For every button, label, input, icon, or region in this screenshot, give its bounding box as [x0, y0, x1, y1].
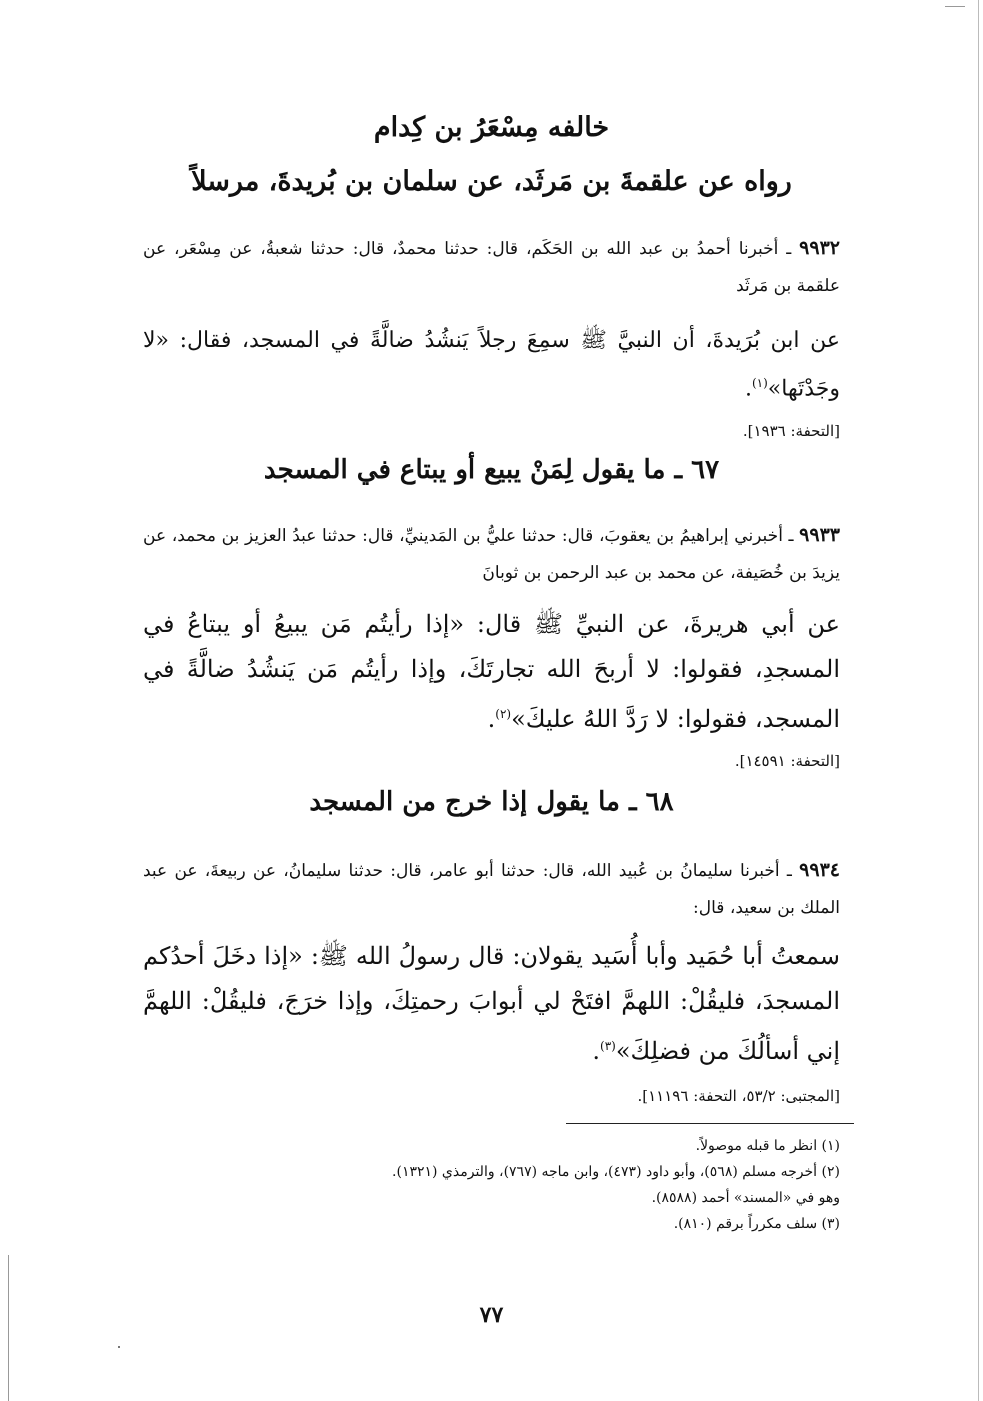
hadith-9933-matn: عن أبي هريرةَ، عن النبيِّ ﷺ قال: «إذا رأيتُم مَن يبيعُ أو يبتاعُ في المسجدِ، فقولوا: لا أربحَ الله تجارتَكَ، وإذا رأيتُم مَن يَنشُدُ ضالَّةً في المسجد، فقولوا: لا رَدَّ اللهُ عليكَ»$^{(٢)}$. — [143, 610, 840, 733]
scan-speck — [118, 1346, 120, 1348]
isnad-text: ـ أخبرنا أحمدُ بن عبد الله بن الحَكَم، قال: حدثنا محمدٌ، قال: حدثنا شعبةُ، عن مِسْعَر، عن علقمة بن مَرثَد — [143, 239, 840, 296]
footnotes — [143, 1133, 840, 1237]
hadith-9932-isnad — [143, 230, 840, 305]
footnote-3: (٣) سلف مكرراً برقم (٨١٠). — [673, 1216, 840, 1232]
footnote-marker: (٢) — [495, 707, 512, 721]
tuhfa-reference: [التحفة: ١٩٣٦]. — [742, 422, 840, 440]
hadith-number: ٩٩٣٤ — [799, 859, 840, 881]
hadith-9933-isnad — [143, 517, 840, 592]
tuhfa-reference: [التحفة: ١٤٥٩١]. — [734, 752, 840, 770]
source-reference: [المجتبى: ٥٣/٢، التحفة: ١١١٩٦]. — [637, 1087, 840, 1105]
section-67-heading: ٦٧ ـ ما يقول لِمَنْ يبيع أو يبتاع في المسجد — [263, 455, 720, 485]
footnote-2: (٢) أخرجه مسلم (٥٦٨)، وأبو داود (٤٧٣)، وابن ماجه (٧٦٧)، والترمذي (١٣٢١). — [392, 1164, 840, 1180]
footnote-2-continued: وهو في «المسند» أحمد (٨٥٨٨). — [651, 1190, 840, 1206]
hadith-9934-matn: سمعتُ أبا حُمَيد وأبا أُسَيد يقولان: قال رسولُ الله ﷺ: «إذا دخَلَ أحدُكم المسجدَ، فليقُلْ: اللهمَّ افتَحْ لي أبوابَ رحمتِكَ، وإذا خرَجَ، فليقُلْ: اللهمَّ إني أسألُكَ من فضلِكَ»$^{(٣)}$. — [143, 942, 840, 1065]
footnote-separator — [566, 1123, 854, 1124]
scan-edge-line — [8, 1255, 9, 1401]
footnote-1: (١) انظر ما قبله موصولاً. — [695, 1138, 840, 1154]
chapter-heading: خالفه مِسْعَرُ بن كِدام — [373, 112, 610, 143]
section-68-heading: ٦٨ ـ ما يقول إذا خرج من المسجد — [309, 787, 674, 817]
matn-text: سمعتُ أبا حُمَيد وأبا أُسَيد يقولان: قال رسولُ الله ﷺ: «إذا دخَلَ أحدُكم المسجدَ، فليقُلْ: اللهمَّ افتَحْ لي أبوابَ رحمتِكَ، وإذا خرَجَ، فليقُلْ: اللهمَّ إني أسألُكَ من فضلِكَ» — [143, 942, 840, 1065]
matn-text: عن ابن بُرَيدةَ، أن النبيَّ ﷺ سمِعَ رجلاً يَنشُدُ ضالَّةً في المسجد، فقال: «لا وجَدْتَها» — [143, 328, 840, 402]
footnote-marker: (٣) — [600, 1039, 616, 1053]
hadith-number: ٩٩٣٢ — [799, 237, 840, 259]
page-number: ٧٧ — [479, 1302, 504, 1328]
hadith-9934-isnad — [143, 852, 840, 927]
isnad-text: ـ أخبرني إبراهيمُ بن يعقوبَ، قال: حدثنا عليُّ بن المَدينيِّ، قال: حدثنا عبدُ العزيز بن محمد، عن يزيدَ بن خُصَيفة، عن محمد بن عبد الرحمن بن ثوبانَ — [143, 526, 840, 583]
matn-text: عن أبي هريرةَ، عن النبيِّ ﷺ قال: «إذا رأيتُم مَن يبيعُ أو يبتاعُ في المسجدِ، فقولوا: لا أربحَ الله تجارتَكَ، وإذا رأيتُم مَن يَنشُدُ ضالَّةً في المسجد، فقولوا: لا رَدَّ اللهُ عليكَ» — [143, 610, 840, 733]
chapter-subheading: رواه عن علقمةَ بن مَرثَد، عن سلمان بن بُريدةَ، مرسلاً — [191, 166, 792, 197]
hadith-number: ٩٩٣٣ — [799, 524, 840, 546]
footnote-marker: (١) — [751, 376, 768, 390]
hadith-9932-matn: عن ابن بُرَيدةَ، أن النبيَّ ﷺ سمِعَ رجلاً يَنشُدُ ضالَّةً في المسجد، فقال: «لا وجَدْتَها»$^{(١)}$. — [143, 328, 840, 402]
corner-mark — [945, 6, 965, 7]
isnad-text: ـ أخبرنا سليمانُ بن عُبيد الله، قال: حدثنا أبو عامر، قال: حدثنا سليمانُ، عن ربيعةَ، عن عبد الملك بن سعيد، قال: — [143, 861, 840, 918]
page-edge-line — [978, 0, 979, 1401]
